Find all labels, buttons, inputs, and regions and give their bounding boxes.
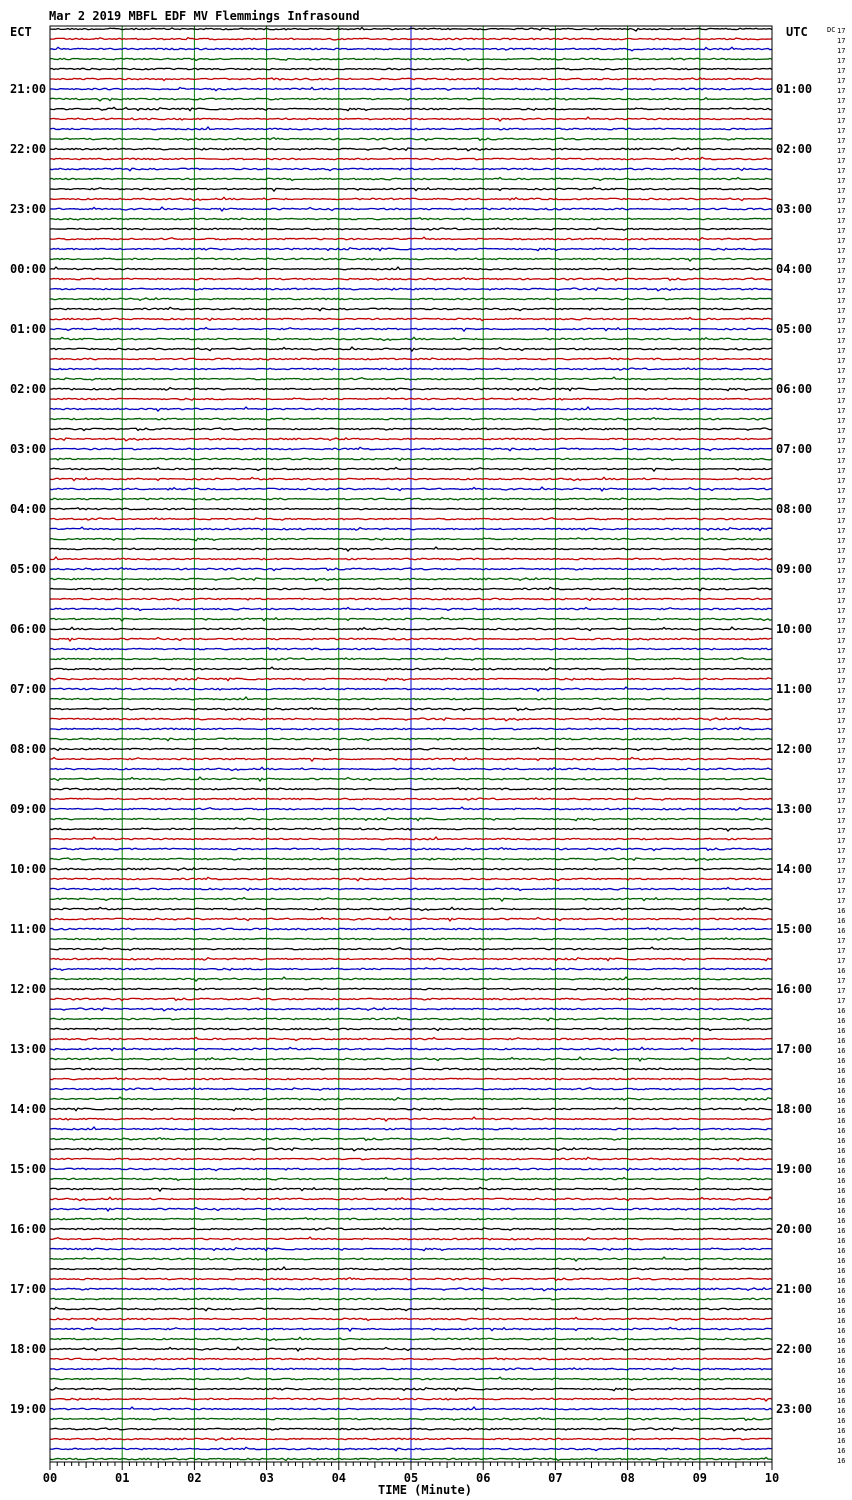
left-hour-label: 01:00 — [10, 322, 47, 336]
trace-value-label: 17 — [837, 187, 846, 195]
trace-value-label: 17 — [837, 167, 846, 175]
trace-value-label: 17 — [837, 137, 846, 145]
trace-value-label: 17 — [837, 987, 846, 995]
trace-value-label: 17 — [837, 307, 846, 315]
trace-value-label: 16 — [837, 1257, 846, 1265]
right-hour-label: 01:00 — [776, 82, 813, 96]
trace-value-label: 16 — [837, 1227, 846, 1235]
left-hour-label: 21:00 — [10, 82, 47, 96]
right-timezone-label: UTC — [786, 25, 808, 39]
right-hour-label: 12:00 — [776, 742, 813, 756]
trace-value-label: 16 — [837, 1147, 846, 1155]
trace-value-label: 17 — [837, 317, 846, 325]
trace-value-label: 16 — [837, 1307, 846, 1315]
trace-value-label: 17 — [837, 207, 846, 215]
minute-gridlines — [122, 26, 700, 1462]
trace-value-label: 17 — [837, 27, 846, 35]
left-hour-label: 07:00 — [10, 682, 47, 696]
trace-value-label: 16 — [837, 1317, 846, 1325]
trace-value-label: 17 — [837, 567, 846, 575]
trace-value-label: 17 — [837, 797, 846, 805]
left-hour-label: 19:00 — [10, 1402, 47, 1416]
trace-value-label: 17 — [837, 747, 846, 755]
trace-value-label: 17 — [837, 737, 846, 745]
trace-value-label: 17 — [837, 977, 846, 985]
trace-value-label: 16 — [837, 1397, 846, 1405]
trace-value-label: 17 — [837, 527, 846, 535]
trace-value-label: 17 — [837, 587, 846, 595]
trace-value-label: 16 — [837, 1237, 846, 1245]
left-hour-label: 08:00 — [10, 742, 47, 756]
right-hour-label: 04:00 — [776, 262, 813, 276]
trace-value-label: 17 — [837, 697, 846, 705]
trace-value-label: 17 — [837, 327, 846, 335]
trace-value-label: 16 — [837, 1217, 846, 1225]
right-hour-label: 05:00 — [776, 322, 813, 336]
right-hour-label: 19:00 — [776, 1162, 813, 1176]
left-hour-label: 13:00 — [10, 1042, 47, 1056]
trace-value-label: 17 — [837, 947, 846, 955]
trace-value-label: 17 — [837, 127, 846, 135]
x-tick-label: 04 — [331, 1471, 347, 1485]
trace-value-label: 16 — [837, 1097, 846, 1105]
trace-value-label: 17 — [837, 387, 846, 395]
trace-value-label: 17 — [837, 397, 846, 405]
trace-value-label: 16 — [837, 1457, 846, 1465]
chart-title: Mar 2 2019 MBFL EDF MV Flemmings Infrasound — [49, 9, 360, 23]
trace-value-label: 17 — [837, 367, 846, 375]
trace-value-label: 17 — [837, 627, 846, 635]
trace-value-label: 17 — [837, 357, 846, 365]
right-hour-label: 13:00 — [776, 802, 813, 816]
left-hour-label: 22:00 — [10, 142, 47, 156]
trace-value-label: 17 — [837, 957, 846, 965]
trace-value-label: 17 — [837, 87, 846, 95]
x-tick-label: 06 — [475, 1471, 491, 1485]
left-hour-label: 17:00 — [10, 1282, 47, 1296]
trace-value-label: 17 — [837, 807, 846, 815]
trace-value-label: 16 — [837, 1127, 846, 1135]
left-hour-label: 06:00 — [10, 622, 47, 636]
trace-value-label: 17 — [837, 997, 846, 1005]
trace-value-label: 17 — [837, 637, 846, 645]
trace-value-label: 16 — [837, 1007, 846, 1015]
x-tick-label: 00 — [42, 1471, 58, 1485]
left-timezone-label: ECT — [10, 25, 32, 39]
trace-value-label: 17 — [837, 437, 846, 445]
trace-value-label: 17 — [837, 657, 846, 665]
trace-value-label: 17 — [837, 707, 846, 715]
trace-value-label: 16 — [837, 927, 846, 935]
trace-value-label: 17 — [837, 157, 846, 165]
left-hour-label: 02:00 — [10, 382, 47, 396]
trace-value-label: 16 — [837, 1187, 846, 1195]
trace-value-label: 17 — [837, 257, 846, 265]
trace-value-label: 16 — [837, 1177, 846, 1185]
x-tick-label: 10 — [764, 1471, 780, 1485]
trace-value-label: 16 — [837, 1427, 846, 1435]
trace-value-label: 17 — [837, 227, 846, 235]
left-hour-labels — [10, 82, 46, 1416]
trace-value-label: 16 — [837, 1087, 846, 1095]
trace-value-label: 16 — [837, 917, 846, 925]
left-hour-label: 12:00 — [10, 982, 47, 996]
trace-value-label: 17 — [837, 67, 846, 75]
trace-value-label: 17 — [837, 107, 846, 115]
left-hour-label: 15:00 — [10, 1162, 47, 1176]
left-hour-label: 14:00 — [10, 1102, 47, 1116]
trace-value-label: 16 — [837, 1277, 846, 1285]
trace-value-label: 17 — [837, 787, 846, 795]
trace-value-label: 17 — [837, 57, 846, 65]
trace-value-label: 16 — [837, 1407, 846, 1415]
trace-value-label: 17 — [837, 687, 846, 695]
x-tick-label: 02 — [187, 1471, 202, 1485]
trace-value-label: 17 — [837, 597, 846, 605]
left-hour-label: 11:00 — [10, 922, 47, 936]
trace-value-label: 17 — [837, 617, 846, 625]
trace-value-label: 16 — [837, 1167, 846, 1175]
right-hour-label: 09:00 — [776, 562, 813, 576]
trace-value-label: 17 — [837, 117, 846, 125]
left-hour-label: 00:00 — [10, 262, 47, 276]
trace-value-label: 17 — [837, 837, 846, 845]
trace-value-label: 17 — [837, 827, 846, 835]
trace-value-label: 16 — [837, 1377, 846, 1385]
trace-value-label: 17 — [837, 777, 846, 785]
trace-value-label: 17 — [837, 557, 846, 565]
trace-value-label: 17 — [837, 767, 846, 775]
trace-value-label: 17 — [837, 717, 846, 725]
right-hour-label: 20:00 — [776, 1222, 813, 1236]
right-hour-label: 07:00 — [776, 442, 813, 456]
trace-value-label: 17 — [837, 337, 846, 345]
trace-value-label: 17 — [837, 347, 846, 355]
trace-value-label: 17 — [837, 477, 846, 485]
x-tick-label: 08 — [620, 1471, 635, 1485]
right-hour-label: 22:00 — [776, 1342, 813, 1356]
right-hour-label: 21:00 — [776, 1282, 813, 1296]
dc-label: DC — [827, 26, 836, 34]
trace-value-label: 17 — [837, 177, 846, 185]
right-hour-label: 18:00 — [776, 1102, 813, 1116]
trace-value-label: 17 — [837, 517, 846, 525]
trace-value-label: 17 — [837, 407, 846, 415]
right-hour-label: 03:00 — [776, 202, 813, 216]
trace-value-label: 17 — [837, 667, 846, 675]
trace-value-label: 16 — [837, 1207, 846, 1215]
trace-value-label: 16 — [837, 1137, 846, 1145]
trace-value-labels — [837, 27, 845, 1465]
trace-value-label: 17 — [837, 377, 846, 385]
trace-value-label: 16 — [837, 907, 846, 915]
left-hour-label: 10:00 — [10, 862, 47, 876]
trace-value-label: 16 — [837, 1107, 846, 1115]
trace-value-label: 17 — [837, 247, 846, 255]
trace-value-label: 17 — [837, 147, 846, 155]
x-tick-label: 05 — [403, 1471, 419, 1485]
left-hour-label: 16:00 — [10, 1222, 47, 1236]
trace-value-label: 17 — [837, 847, 846, 855]
trace-value-label: 17 — [837, 237, 846, 245]
right-hour-label: 23:00 — [776, 1402, 813, 1416]
left-hour-label: 18:00 — [10, 1342, 47, 1356]
trace-value-label: 16 — [837, 1247, 846, 1255]
trace-value-label: 16 — [837, 1047, 846, 1055]
trace-value-label: 16 — [837, 1117, 846, 1125]
trace-value-label: 16 — [837, 1287, 846, 1295]
right-hour-label: 10:00 — [776, 622, 813, 636]
trace-value-label: 16 — [837, 1267, 846, 1275]
trace-value-label: 16 — [837, 1067, 846, 1075]
trace-value-label: 17 — [837, 457, 846, 465]
x-tick-label: 01 — [114, 1471, 130, 1485]
trace-value-label: 17 — [837, 427, 846, 435]
trace-value-label: 17 — [837, 497, 846, 505]
trace-value-label: 16 — [837, 1347, 846, 1355]
trace-value-label: 17 — [837, 537, 846, 545]
left-hour-label: 05:00 — [10, 562, 47, 576]
trace-value-label: 16 — [837, 1437, 846, 1445]
trace-value-label: 17 — [837, 547, 846, 555]
right-hour-label: 15:00 — [776, 922, 813, 936]
trace-value-label: 16 — [837, 1157, 846, 1165]
trace-value-label: 16 — [837, 1387, 846, 1395]
trace-value-label: 17 — [837, 937, 846, 945]
right-hour-label: 17:00 — [776, 1042, 813, 1056]
trace-value-label: 17 — [837, 647, 846, 655]
trace-value-label: 16 — [837, 967, 846, 975]
left-hour-label: 04:00 — [10, 502, 47, 516]
trace-value-label: 17 — [837, 447, 846, 455]
trace-value-label: 17 — [837, 277, 846, 285]
right-hour-labels — [776, 82, 812, 1416]
trace-value-label: 16 — [837, 1077, 846, 1085]
x-tick-label: 03 — [259, 1471, 274, 1485]
trace-value-label: 17 — [837, 607, 846, 615]
trace-value-label: 17 — [837, 577, 846, 585]
trace-value-label: 16 — [837, 1017, 846, 1025]
right-hour-label: 16:00 — [776, 982, 813, 996]
trace-value-label: 16 — [837, 1037, 846, 1045]
trace-value-label: 17 — [837, 297, 846, 305]
trace-value-label: 17 — [837, 677, 846, 685]
trace-value-label: 17 — [837, 417, 846, 425]
trace-value-label: 17 — [837, 817, 846, 825]
trace-value-label: 16 — [837, 1447, 846, 1455]
right-hour-label: 06:00 — [776, 382, 813, 396]
trace-value-label: 17 — [837, 47, 846, 55]
trace-value-label: 17 — [837, 217, 846, 225]
trace-value-label: 16 — [837, 1197, 846, 1205]
trace-value-label: 17 — [837, 37, 846, 45]
x-tick-label: 09 — [692, 1471, 708, 1485]
x-tick-label: 07 — [548, 1471, 563, 1485]
trace-value-label: 16 — [837, 1297, 846, 1305]
trace-value-label: 16 — [837, 1057, 846, 1065]
trace-value-label: 17 — [837, 857, 846, 865]
right-hour-label: 11:00 — [776, 682, 813, 696]
trace-value-label: 17 — [837, 897, 846, 905]
trace-value-label: 17 — [837, 757, 846, 765]
trace-value-label: 17 — [837, 287, 846, 295]
trace-value-label: 17 — [837, 77, 846, 85]
trace-value-label: 17 — [837, 887, 846, 895]
trace-value-label: 16 — [837, 1337, 846, 1345]
trace-value-label: 16 — [837, 1367, 846, 1375]
x-axis-title: TIME (Minute) — [378, 1483, 472, 1497]
right-hour-label: 02:00 — [776, 142, 813, 156]
right-hour-label: 08:00 — [776, 502, 813, 516]
trace-value-label: 17 — [837, 867, 846, 875]
time-axis — [43, 1462, 779, 1485]
trace-value-label: 17 — [837, 487, 846, 495]
trace-value-label: 17 — [837, 467, 846, 475]
trace-line — [50, 68, 772, 69]
right-hour-label: 14:00 — [776, 862, 813, 876]
trace-value-label: 16 — [837, 1417, 846, 1425]
left-hour-label: 23:00 — [10, 202, 47, 216]
trace-value-label: 17 — [837, 877, 846, 885]
left-hour-label: 03:00 — [10, 442, 47, 456]
trace-value-label: 17 — [837, 197, 846, 205]
trace-value-label: 16 — [837, 1327, 846, 1335]
trace-value-label: 17 — [837, 97, 846, 105]
left-hour-label: 09:00 — [10, 802, 47, 816]
trace-value-label: 17 — [837, 507, 846, 515]
trace-value-label: 16 — [837, 1027, 846, 1035]
trace-value-label: 17 — [837, 267, 846, 275]
trace-value-label: 17 — [837, 727, 846, 735]
trace-value-label: 16 — [837, 1357, 846, 1365]
